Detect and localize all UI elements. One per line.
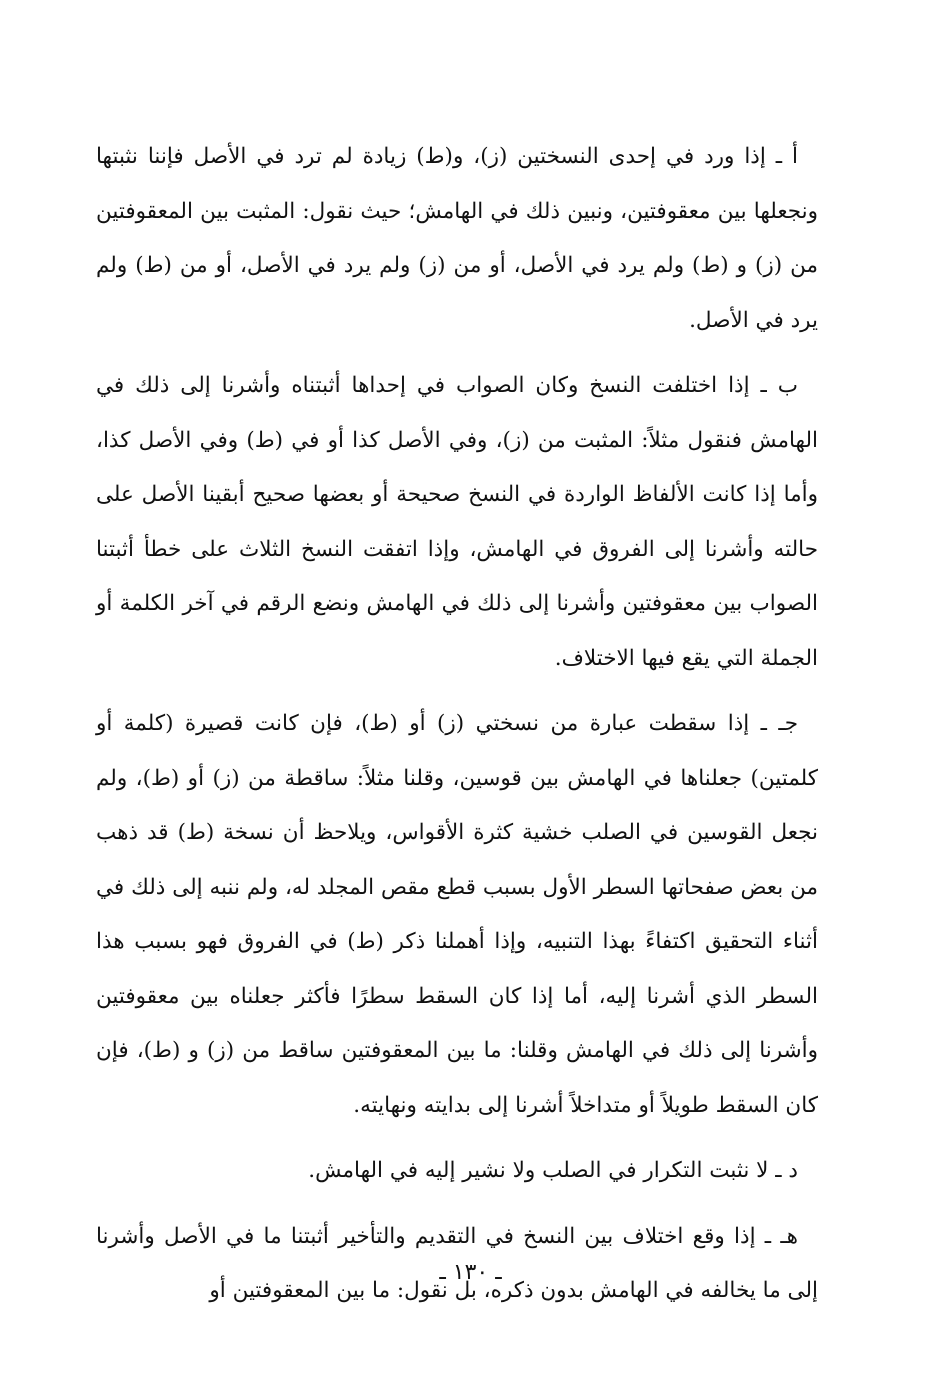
paragraph-ba: ب ـ إذا اختلفت النسخ وكان الصواب في إحداها أثبتناه وأشرنا إلى ذلك في الهامش فنقول مثلاً: المثبت من (ز)، وفي الأصل كذا أو في (ط) وفي الأصل كذا، وأما إذا كانت الألفاظ الواردة في النسخ صحيحة أو بعضها صحيح أبقينا الأصل على حالته وأشرنا إلى الفروق في الهامش، وإذا اتفقت النسخ الثلاث على خطأ أثبتنا الصواب بين معقوفتين وأشرنا إلى ذلك في الهامش ونضع الرقم في آخر الكلمة أو الجملة التي يقع فيها الاختلاف.	[96, 373, 818, 671]
paragraph-alif: أ ـ إذا ورد في إحدى النسختين (ز)، و(ط) زيادة لم ترد في الأصل فإننا نثبتها ونجعلها بين معقوفتين، ونبين ذلك في الهامش؛ حيث نقول: المثبت بين المعقوفتين من (ز) و (ط) ولم يرد في الأصل، أو من (ز) ولم يرد في الأصل، أو من (ط) ولم يرد في الأصل.	[96, 144, 818, 333]
page-number: ـ ١٣٠ ـ	[439, 1260, 502, 1285]
paragraph-ha: هـ ـ إذا وقع اختلاف بين النسخ في التقديم والتأخير أثبتنا ما في الأصل وأشرنا إلى ما يخالفه في الهامش بدون ذكره، بل نقول: ما بين المعقوفتين أو	[96, 1223, 818, 1303]
paragraph-dal: د ـ لا نثبت التكرار في الصلب ولا نشير إليه في الهامش.	[308, 1158, 798, 1183]
paragraph-jim: جـ ـ إذا سقطت عبارة من نسختي (ز) أو (ط)، فإن كانت قصيرة (كلمة أو كلمتين) جعلناها في الهامش بين قوسين، وقلنا مثلاً: ساقطة من (ز) أو (ط)، ولم نجعل القوسين في الصلب خشية كثرة الأقواس، ويلاحظ أن نسخة (ط) قد ذهب من بعض صفحاتها السطر الأول بسبب قطع مقص المجلد له، ولم ننبه إلى ذلك في أثناء التحقيق اكتفاءً بهذا التنبيه، وإذا أهملنا ذكر (ط) في الفروق فهو بسبب هذا السطر الذي أشرنا إليه، أما إذا كان السقط سطرًا فأكثر جعلناه بين معقوفتين وأشرنا إلى ذلك في الهامش وقلنا: ما بين المعقوفتين ساقط من (ز) و (ط)، فإن كان السقط طويلاً أو متداخلاً أشرنا إلى بدايته ونهايته.	[96, 711, 818, 1118]
